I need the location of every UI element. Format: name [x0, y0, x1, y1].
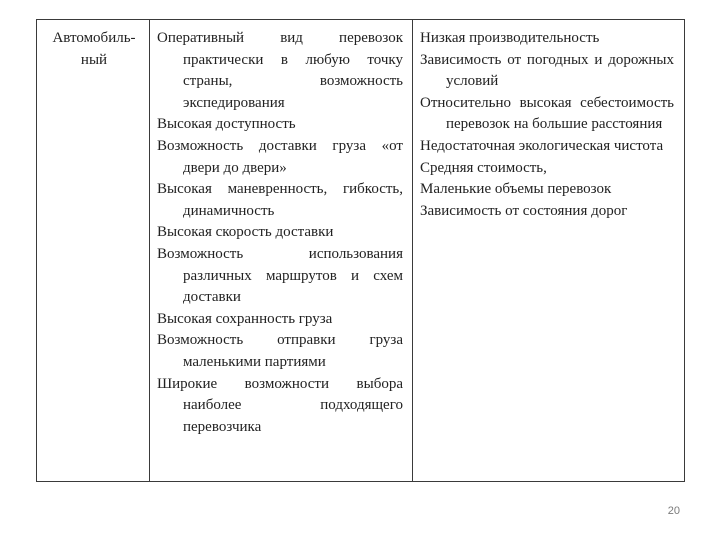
advantage-item: Возможность использования различных маршрутов и схем доставки — [157, 245, 403, 306]
advantage-item: Возможность отправки груза маленькими партиями — [157, 332, 403, 370]
disadvantages-cell — [420, 28, 674, 222]
advantage-item: Высокая маневренность, гибкость, динамичность — [157, 181, 403, 219]
advantages-cell — [157, 28, 403, 438]
column-divider — [149, 20, 150, 481]
comparison-table — [36, 19, 685, 482]
transport-type: Автомобиль-ный — [52, 30, 136, 68]
advantage-item: Высокая доступность — [157, 116, 296, 133]
advantage-item: Возможность доставки груза «от двери до двери» — [157, 137, 403, 176]
disadvantage-item: Зависимость от состояния дорог — [420, 202, 628, 219]
disadvantage-item: Маленькие объемы перевозок — [420, 181, 612, 198]
transport-type-cell — [42, 28, 146, 71]
column-divider — [412, 20, 413, 481]
disadvantage-item: Недостаточная экологическая чистота — [420, 137, 664, 154]
disadvantage-item: Низкая производительность — [420, 30, 600, 46]
disadvantage-item: Относительно высокая себестоимость перевозок на большие расстояния — [420, 94, 674, 133]
advantage-item: Оперативный вид перевозок практически в любую точку страны, возможность экспедирования — [157, 30, 403, 111]
disadvantage-item: Зависимость от погодных и дорожных условий — [420, 51, 674, 90]
disadvantage-item: Средняя стоимость, — [420, 159, 547, 176]
page-number: 20 — [667, 505, 680, 517]
advantage-item: Высокая сохранность груза — [157, 310, 333, 327]
advantage-item: Высокая скорость доставки — [157, 224, 334, 241]
advantage-item: Широкие возможности выбора наиболее подходящего перевозчика — [157, 375, 403, 435]
